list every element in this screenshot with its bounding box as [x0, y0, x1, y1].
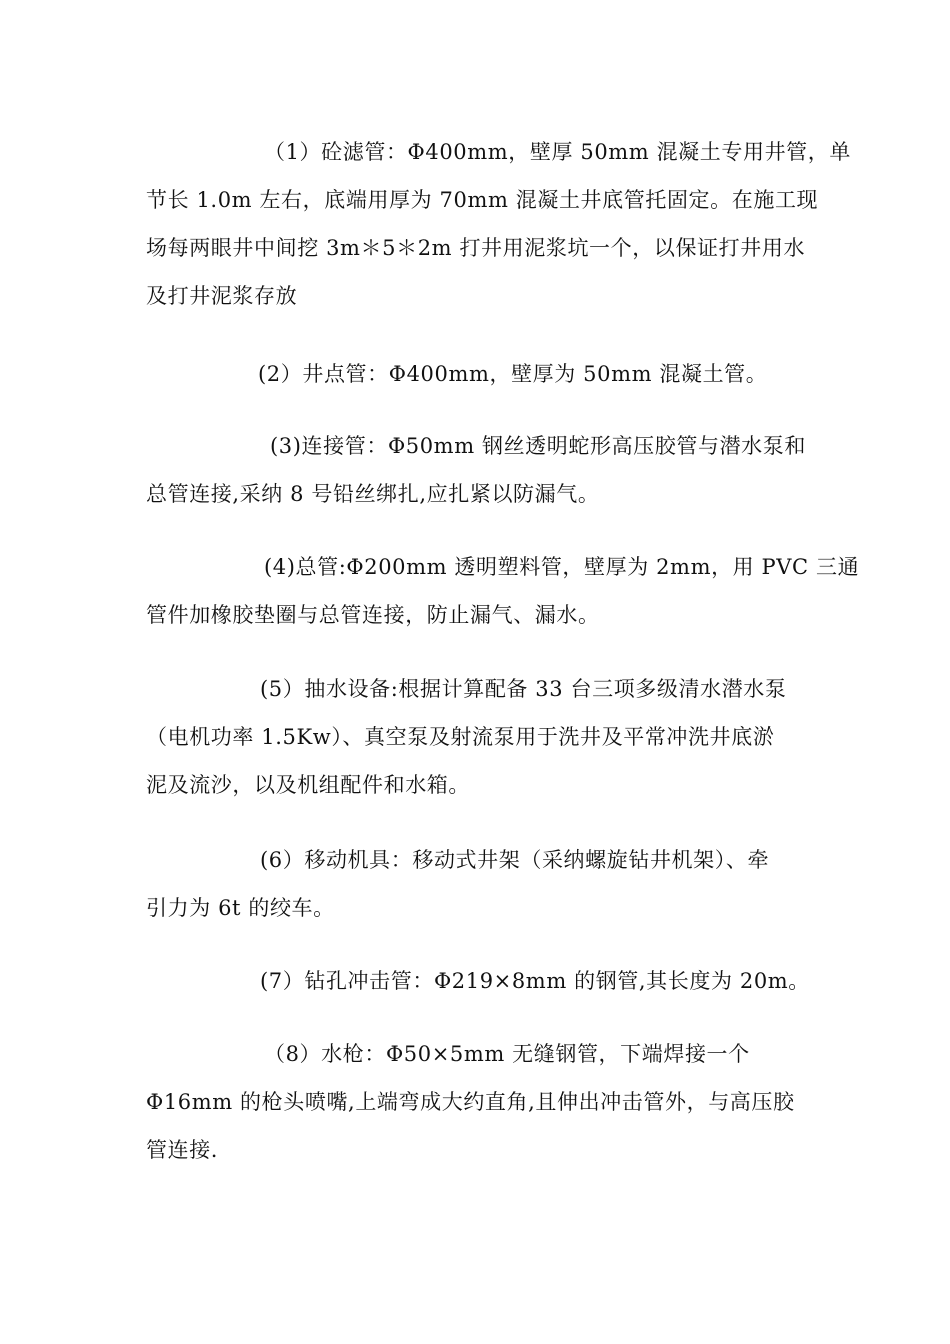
- text-line: (3)连接管：Φ50mm 钢丝透明蛇形高压胶管与潜水泵和: [270, 434, 806, 458]
- text-line: 引力为 6t 的绞车。: [146, 896, 335, 920]
- text-line: 管连接.: [146, 1138, 219, 1162]
- text-line: (7）钻孔冲击管：Φ219×8mm 的钢管,其长度为 20m。: [260, 969, 810, 993]
- text-line: （8）水枪：Φ50×5mm 无缝钢管，下端焊接一个: [264, 1042, 750, 1066]
- text-line: 场每两眼井中间挖 3m＊5＊2m 打井用泥浆坑一个，以保证打井用水: [146, 236, 806, 260]
- text-line: 节长 1.0m 左右，底端用厚为 70mm 混凝土井底管托固定。在施工现: [146, 188, 819, 212]
- paragraph-filter-pipe: [146, 128, 851, 320]
- text-line: (6）移动机具：移动式井架（采纳螺旋钻井机架）、牵: [260, 848, 770, 872]
- paragraph-water-gun: [146, 1030, 806, 1174]
- text-line: 及打井泥浆存放: [146, 284, 298, 308]
- paragraph-well-point-pipe: [146, 350, 806, 398]
- paragraph-connecting-pipe: [146, 422, 806, 518]
- text-line: Φ16mm 的枪头喷嘴,上端弯成大约直角,且伸出冲击管外，与高压胶: [146, 1090, 795, 1114]
- paragraph-pumping-equipment: [146, 665, 806, 809]
- text-line: （电机功率 1.5Kw）、真空泵及射流泵用于洗井及平常冲洗井底淤: [146, 725, 775, 749]
- paragraph-mobile-machinery: [146, 836, 806, 932]
- text-line: 泥及流沙，以及机组配件和水箱。: [146, 773, 470, 797]
- text-line: (5）抽水设备:根据计算配备 33 台三项多级清水潜水泵: [260, 677, 787, 701]
- text-line: 总管连接,采纳 8 号铅丝绑扎,应扎紧以防漏气。: [146, 482, 600, 506]
- text-line: 管件加橡胶垫圈与总管连接，防止漏气、漏水。: [146, 603, 600, 627]
- text-line: (2）井点管：Φ400mm，壁厚为 50mm 混凝土管。: [258, 362, 768, 386]
- paragraph-main-pipe: [146, 543, 860, 639]
- paragraph-drilling-impact-pipe: [146, 957, 810, 1005]
- text-line: (4)总管:Φ200mm 透明塑料管，壁厚为 2mm，用 PVC 三通: [264, 555, 860, 579]
- text-line: （1）砼滤管：Φ400mm，壁厚 50mm 混凝土专用井管，单: [264, 140, 851, 164]
